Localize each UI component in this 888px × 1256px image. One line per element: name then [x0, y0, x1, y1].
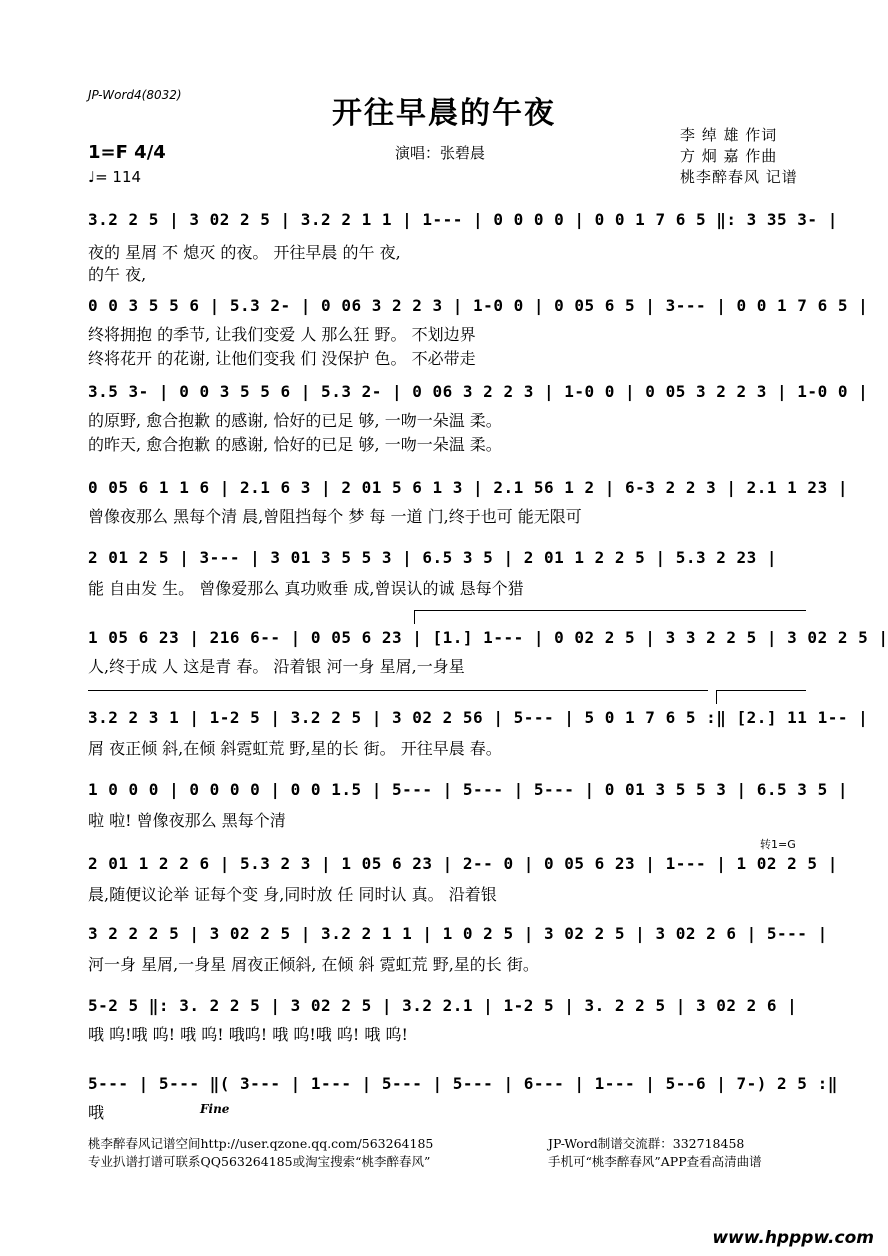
software-label: JP-Word4(8032)	[88, 88, 182, 102]
notation-line: 3 2 2 2 5 | 3 02 2 5 | 3.2 2 1 1 | 1 0 2 5 | 3 02 2 5 | 3 02 2 6 | 5--- |	[88, 924, 828, 943]
modulation-label: 转1=G	[760, 838, 796, 851]
composer-credit: 方 炯 嘉 作曲	[680, 147, 778, 165]
lyric-line: 啦 啦! 曾像夜那么 黑每个清	[88, 811, 286, 830]
lyric-line: 哦	[88, 1103, 105, 1122]
lyric-line: 终将花开 的花谢, 让他们变我 们 没保护 色。 不必带走	[88, 349, 476, 368]
notation-line: 3.2 2 5 | 3 02 2 5 | 3.2 2 1 1 | 1--- | 0 0 0 0 | 0 0 1 7 6 5 ‖: 3 35 3- |	[88, 210, 838, 229]
notation-line: 5-2 5 ‖: 3. 2 2 5 | 3 02 2 5 | 3.2 2.1 | 1-2 5 | 3. 2 2 5 | 3 02 2 6 |	[88, 996, 798, 1015]
lyric-line: 哦 呜!哦 呜! 哦 呜! 哦呜! 哦 呜!哦 呜! 哦 呜!	[88, 1025, 408, 1044]
website-watermark: www.hpppw.com	[712, 1228, 874, 1248]
fine-marking: Fine	[200, 1102, 230, 1116]
song-title: 开往早晨的午夜	[332, 96, 556, 131]
key-signature: 1=F 4/4	[88, 142, 166, 163]
volta-bracket-edge	[414, 610, 415, 624]
notation-line: 2 01 2 5 | 3--- | 3 01 3 5 5 3 | 6.5 3 5 | 2 01 1 2 2 5 | 5.3 2 23 |	[88, 548, 778, 567]
lyric-line: 夜的 星屑 不 熄灭 的夜。 开往早晨 的午 夜,	[88, 243, 401, 262]
lyric-line: 屑 夜正倾 斜,在倾 斜霓虹荒 野,星的长 街。 开往早晨 春。	[88, 739, 502, 758]
transcriber-credit: 桃李醉春风 记谱	[680, 168, 798, 186]
volta-bracket	[414, 610, 806, 611]
lyric-line: 终将拥抱 的季节, 让我们变爱 人 那么狂 野。 不划边界	[88, 325, 476, 344]
notation-line: 3.5 3- | 0 0 3 5 5 6 | 5.3 2- | 0 06 3 2 2 3 | 1-0 0 | 0 05 3 2 2 3 | 1-0 0 |	[88, 382, 869, 401]
lyric-line: 的午 夜,	[88, 265, 147, 284]
volta-bracket	[716, 690, 806, 691]
footer-right-line: JP-Word制谱交流群：332718458	[548, 1136, 745, 1151]
lyric-line: 曾像夜那么 黑每个清 晨,曾阻挡每个 梦 每 一道 门,终于也可 能无限可	[88, 507, 582, 526]
lyric-line: 的昨天, 愈合抱歉 的感谢, 恰好的已足 够, 一吻一朵温 柔。	[88, 435, 502, 454]
notation-line: 3.2 2 3 1 | 1-2 5 | 3.2 2 5 | 3 02 2 56 | 5--- | 5 0 1 7 6 5 :‖ [2.] 11 1-- |	[88, 708, 869, 727]
lyric-line: 能 自由发 生。 曾像爱那么 真功败垂 成,曾误认的诚 恳每个猎	[88, 579, 524, 598]
singer-credit: 演唱：张碧晨	[395, 144, 486, 162]
lyricist-credit: 李 绰 雄 作词	[680, 126, 778, 144]
volta-bracket	[88, 690, 708, 691]
notation-line: 0 05 6 1 1 6 | 2.1 6 3 | 2 01 5 6 1 3 | 2.1 56 1 2 | 6-3 2 2 3 | 2.1 1 23 |	[88, 478, 848, 497]
footer-left-line: 专业扒谱打谱可联系QQ563264185或淘宝搜索“桃李醉春风”	[88, 1154, 431, 1169]
notation-line: 1 05 6 23 | 216 6-- | 0 05 6 23 | [1.] 1--- | 0 02 2 5 | 3 3 2 2 5 | 3 02 2 5 |	[88, 628, 888, 647]
footer-left-line: 桃李醉春风记谱空间http://user.qzone.qq.com/563264185	[88, 1136, 434, 1151]
lyric-line: 的原野, 愈合抱歉 的感谢, 恰好的已足 够, 一吻一朵温 柔。	[88, 411, 502, 430]
footer-right-line: 手机可“桃李醉春风”APP查看高清曲谱	[548, 1154, 762, 1169]
volta-bracket-edge	[716, 690, 717, 704]
notation-line: 5--- | 5--- ‖( 3--- | 1--- | 5--- | 5--- | 6--- | 1--- | 5--6 | 7-) 2 5 :‖	[88, 1074, 838, 1093]
notation-line: 1 0 0 0 | 0 0 0 0 | 0 0 1.5 | 5--- | 5--- | 5--- | 0 01 3 5 5 3 | 6.5 3 5 |	[88, 780, 848, 799]
tempo-marking: ♩= 114	[88, 168, 142, 186]
notation-line: 2 01 1 2 2 6 | 5.3 2 3 | 1 05 6 23 | 2-- 0 | 0 05 6 23 | 1--- | 1 02 2 5 |	[88, 854, 838, 873]
notation-line: 0 0 3 5 5 6 | 5.3 2- | 0 06 3 2 2 3 | 1-0 0 | 0 05 6 5 | 3--- | 0 0 1 7 6 5 |	[88, 296, 869, 315]
lyric-line: 晨,随便议论举 证每个变 身,同时放 任 同时认 真。 沿着银	[88, 885, 497, 904]
lyric-line: 人,终于成 人 这是青 春。 沿着银 河一身 星屑,一身星	[88, 657, 465, 676]
lyric-line: 河一身 星屑,一身星 屑夜正倾斜, 在倾 斜 霓虹荒 野,星的长 街。	[88, 955, 539, 974]
